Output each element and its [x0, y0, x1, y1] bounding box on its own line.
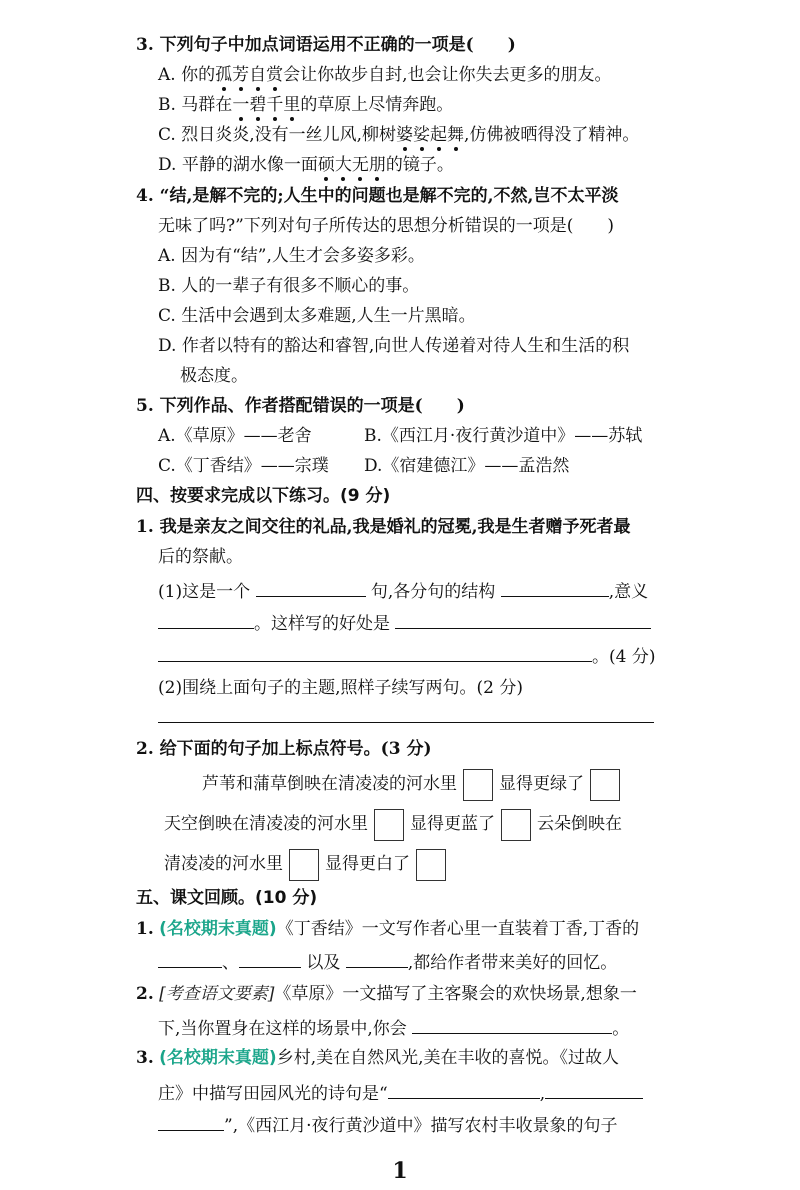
answer-blank-clove-1[interactable]: [158, 949, 222, 968]
sec4-q1-line1: 1. 我是亲友之间交往的礼品,我是婚礼的冠冕,我是生者赠予死者最: [136, 517, 631, 537]
punct-box-3[interactable]: [374, 809, 404, 841]
answer-blank-structure[interactable]: [501, 578, 609, 597]
dotted-word-b: [232, 95, 300, 115]
emphasis-dot-char: 婆: [396, 125, 414, 145]
page-number: 1: [392, 1158, 408, 1184]
emphasis-dot-char: 硕: [317, 155, 335, 175]
dotted-word-c: [396, 125, 464, 145]
exam-tag: (名校期末真题): [159, 919, 277, 939]
sec5-q1-line2: 、 以及 ,都给作者带来美好的回忆。: [158, 949, 617, 975]
sec4-p2: (2)围绕上面句子的主题,照样子续写两句。(2 分): [158, 678, 523, 698]
punct-box-2[interactable]: [590, 769, 620, 801]
answer-blank-meaning[interactable]: [158, 610, 254, 629]
q5-stem: 5. 下列作品、作者搭配错误的一项是( ): [136, 396, 465, 416]
literacy-tag: [考查语文要素]: [159, 984, 275, 1004]
dotted-word-d: [318, 155, 386, 175]
answer-blank-benefit[interactable]: [395, 610, 651, 629]
answer-blank-poem-2a[interactable]: [545, 1080, 643, 1099]
emphasis-dot-char: 无: [351, 155, 369, 175]
q4-stem-line2: 无味了吗?”下列对句子所传达的思想分析错误的一项是( ): [158, 216, 615, 236]
q3-option-c: C. 烈日炎炎,没有一丝儿风,柳树婆娑起舞,仿佛被晒得没了精神。: [158, 125, 640, 145]
sec5-q1-line1: 1. (名校期末真题)《丁香结》一文写作者心里一直装着丁香,丁香的: [136, 919, 640, 939]
answer-blank-poem-1[interactable]: [388, 1080, 540, 1099]
sec5-q3-line3: ”,《西江月·夜行黄沙道中》描写农村丰收景象的句子: [158, 1112, 618, 1138]
q3-option-b: B. 马群在一碧千里的草原上尽情奔跑。: [158, 95, 454, 115]
q5-option-d: D.《宿建德江》——孟浩然: [364, 456, 570, 476]
emphasis-dot-char: 芳: [232, 65, 250, 85]
punct-box-4[interactable]: [501, 809, 531, 841]
emphasis-dot-char: 自: [249, 65, 267, 85]
dotted-word-a: [215, 65, 283, 85]
emphasis-dot-char: 起: [430, 125, 448, 145]
q4-option-c: C. 生活中会遇到太多难题,人生一片黑暗。: [158, 306, 476, 326]
q3-stem: 3. 下列句子中加点词语运用不正确的一项是( ): [136, 35, 516, 55]
q3-option-d: D. 平静的湖水像一面硕大无朋的镜子。: [158, 155, 454, 175]
answer-line-continuation[interactable]: [158, 722, 654, 723]
q4-option-d-line2: 极态度。: [180, 366, 248, 386]
emphasis-dot-char: 里: [283, 95, 301, 115]
sec5-q3-line2: 庄》中描写田园风光的诗句是“ ,: [158, 1080, 643, 1106]
sec5-q2-line1: 2. [考查语文要素]《草原》一文描写了主客聚会的欢快场景,想象一: [136, 984, 637, 1004]
section-4-title: 四、按要求完成以下练习。(9 分): [136, 486, 391, 506]
emphasis-dot-char: 一: [232, 95, 250, 115]
answer-blank-clove-2[interactable]: [239, 949, 301, 968]
q4-option-b: B. 人的一辈子有很多不顺心的事。: [158, 276, 420, 296]
punct-box-6[interactable]: [416, 849, 446, 881]
emphasis-dot-char: 千: [266, 95, 284, 115]
punct-box-5[interactable]: [289, 849, 319, 881]
sec4-p1-line2: 。这样写的好处是: [158, 610, 651, 636]
emphasis-dot-char: 朋: [368, 155, 386, 175]
q5-option-b: B.《西江月·夜行黄沙道中》——苏轼: [364, 426, 643, 446]
q5-option-a: A.《草原》——老舍: [158, 426, 312, 446]
emphasis-dot-char: 碧: [249, 95, 267, 115]
sec5-q2-line2: 下,当你置身在这样的场景中,你会 。: [158, 1015, 629, 1041]
sec4-q2: 2. 给下面的句子加上标点符号。(3 分): [136, 739, 432, 759]
exam-tag: (名校期末真题): [159, 1048, 277, 1068]
sec5-q3-line1: 3. (名校期末真题)乡村,美在自然风光,美在丰收的喜悦。《过故人: [136, 1048, 620, 1068]
answer-blank-benefit-cont[interactable]: [158, 643, 592, 662]
punct-box-1[interactable]: [463, 769, 493, 801]
q4-option-d-line1: D. 作者以特有的豁达和睿智,向世人传递着对待人生和生活的积: [158, 336, 630, 356]
punct-sentence-line3: 清凌凌的河水里 显得更白了: [164, 848, 452, 881]
sec4-p1-line3: 。(4 分): [158, 643, 655, 669]
answer-blank-poem-2b[interactable]: [158, 1112, 224, 1131]
answer-blank-sentence-type[interactable]: [256, 578, 366, 597]
answer-blank-clove-3[interactable]: [346, 949, 408, 968]
section-5-title: 五、课文回顾。(10 分): [136, 888, 318, 908]
answer-blank-imagine[interactable]: [412, 1015, 612, 1034]
punct-sentence-line1: 芦苇和蒲草倒映在清凌凌的河水里 显得更绿了: [202, 768, 626, 801]
q3-option-a: A. 你的孤芳自赏会让你故步自封,也会让你失去更多的朋友。: [158, 65, 612, 85]
emphasis-dot-char: 大: [334, 155, 352, 175]
q5-option-c: C.《丁香结》——宗璞: [158, 456, 329, 476]
emphasis-dot-char: 舞: [447, 125, 465, 145]
q4-option-a: A. 因为有“结”,人生才会多姿多彩。: [158, 246, 425, 266]
q4-stem-line1: 4. “结,是解不完的;人生中的问题也是解不完的,不然,岂不太平淡: [136, 186, 619, 206]
emphasis-dot-char: 孤: [215, 65, 233, 85]
sec4-p1-line1: (1)这是一个 句,各分句的结构 ,意义: [158, 578, 648, 604]
punct-sentence-line2: 天空倒映在清凌凌的河水里 显得更蓝了 云朵倒映在: [164, 808, 622, 841]
sec4-q1-line2: 后的祭献。: [158, 547, 243, 567]
emphasis-dot-char: 娑: [413, 125, 431, 145]
emphasis-dot-char: 赏: [266, 65, 284, 85]
